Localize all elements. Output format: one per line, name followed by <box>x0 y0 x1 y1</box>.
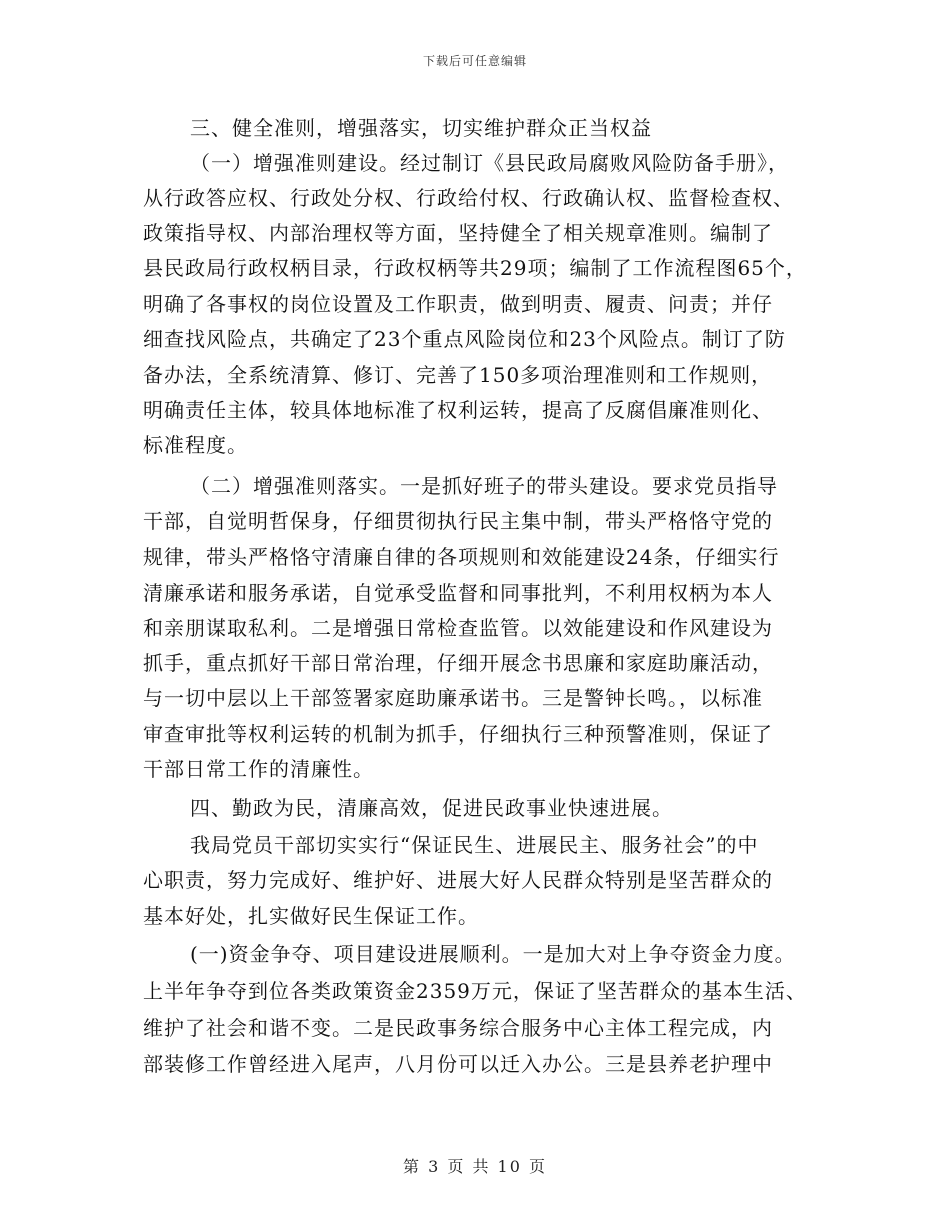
paragraph-line: 基本好处，扎实做好民生保证工作。 <box>143 904 479 928</box>
paragraph-line: 政策指导权、内部治理权等方面，坚持健全了相关规章准则。编制了 <box>143 221 773 245</box>
paragraph-line: 上半年争夺到位各类政策资金2359万元，保证了坚苦群众的基本生活、 <box>143 979 807 1003</box>
paragraph-line: 与一切中层以上干部签署家庭助廉承诺书。三是警钟长鸣。，以标准 <box>143 686 763 710</box>
paragraph-line: 我局党员干部切实实行“保证民生、进展民主、服务社会”的中 <box>190 833 759 857</box>
paragraph-line: 规律，带头严格恪守清廉自律的各项规则和效能建设24条，仔细实行 <box>143 545 780 569</box>
paragraph-line: 和亲朋谋取私利。二是增强日常检查监管。以效能建设和作风建设为 <box>143 616 773 640</box>
paragraph-line: 从行政答应权、行政处分权、行政给付权、行政确认权、监督检查权、 <box>143 186 794 210</box>
section-heading-3: 三、健全准则，增强落实，切实维护群众正当权益 <box>190 116 652 140</box>
paragraph-line: （二）增强准则落实。一是抓好班子的带头建设。要求党员指导 <box>190 474 778 498</box>
paragraph-line: 干部，自觉明哲保身，仔细贯彻执行民主集中制，带头严格恪守党的 <box>143 509 773 533</box>
paragraph-line: 标准程度。 <box>143 433 248 457</box>
page-number-footer: 第 3 页 共 10 页 <box>403 1157 547 1176</box>
page-header-note: 下载后可任意编辑 <box>422 54 527 68</box>
section-heading-4: 四、勤政为民，清廉高效，促进民政事业快速进展。 <box>190 796 673 820</box>
paragraph-line: 审查审批等权利运转的机制为抓手，仔细执行三种预警准则，保证了 <box>143 722 773 746</box>
paragraph-line: （一）增强准则建设。经过制订《县民政局腐败风险防备手册》， <box>190 151 789 175</box>
paragraph-line: 明确责任主体，较具体地标准了权利运转，提高了反腐倡廉准则化、 <box>143 398 773 422</box>
paragraph-line: 清廉承诺和服务承诺，自觉承受监督和同事批判，不利用权柄为本人 <box>143 581 773 605</box>
paragraph-line: 备办法，全系统清算、修订、完善了150多项治理准则和工作规则， <box>143 363 773 387</box>
paragraph-line: 干部日常工作的清廉性。 <box>143 757 374 781</box>
paragraph-line: 心职责，努力完成好、维护好、进展大好人民群众特别是坚苦群众的 <box>143 868 773 892</box>
paragraph-line: 维护了社会和谐不变。二是民政事务综合服务中心主体工程完成，内 <box>143 1016 773 1040</box>
paragraph-line: 明确了各事权的岗位设置及工作职责，做到明责、履责、问责；并仔 <box>143 292 773 316</box>
paragraph-line: 抓手，重点抓好干部日常治理，仔细开展念书思廉和家庭助廉活动， <box>143 651 773 675</box>
paragraph-line: (一)资金争夺、项目建设进展顺利。一是加大对上争夺资金力度。 <box>190 942 796 966</box>
paragraph-line: 县民政局行政权柄目录，行政权柄等共29项；编制了工作流程图65个， <box>143 256 807 280</box>
paragraph-line: 细查找风险点，共确定了23个重点风险岗位和23个风险点。制订了防 <box>143 327 786 351</box>
paragraph-line: 部装修工作曾经进入尾声，八月份可以迁入办公。三是县养老护理中 <box>143 1052 773 1076</box>
